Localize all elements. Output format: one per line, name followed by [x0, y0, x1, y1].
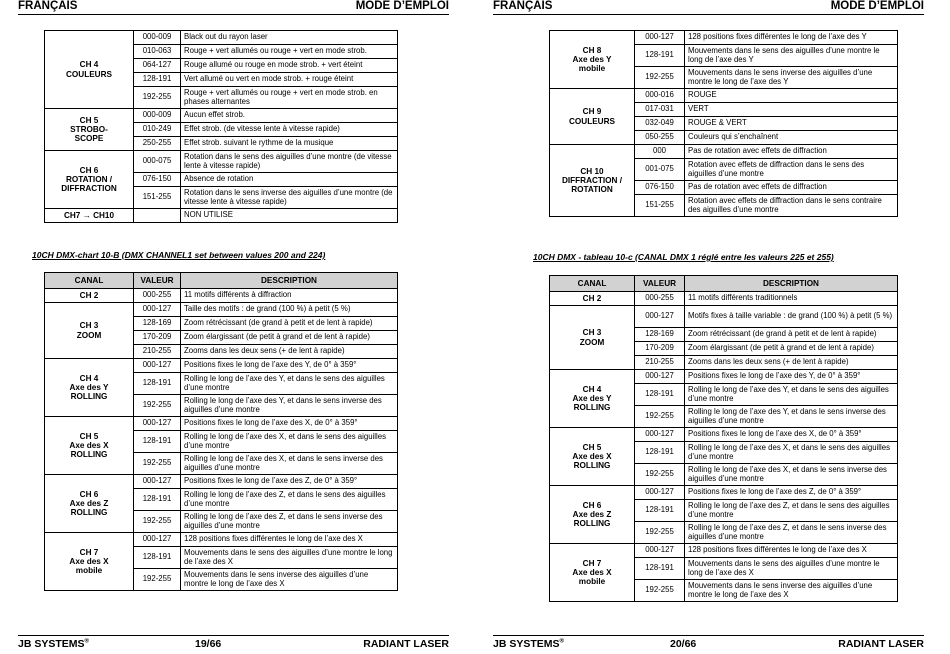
- description-cell: Mouvements dans le sens des aiguilles d’une montre le long de l’axe des X: [181, 547, 398, 569]
- dmx-table-continued: [549, 30, 898, 217]
- value-range-cell: 128-191: [134, 373, 181, 395]
- channel-cell: [550, 544, 635, 602]
- value-range-cell: 000: [635, 145, 685, 159]
- value-range-cell: 000-127: [134, 359, 181, 373]
- value-range-cell: 010-249: [134, 123, 181, 137]
- value-range-cell: 000-009: [134, 31, 181, 45]
- description-cell: Rolling le long de l’axe des X, et dans le sens des aiguilles d’une montre: [181, 431, 398, 453]
- value-range-cell: 192-255: [134, 569, 181, 591]
- channel-label-line: ROLLING: [70, 392, 108, 402]
- footer-rule: [493, 635, 924, 636]
- channel-label-line: DIFFRACTION: [61, 184, 117, 194]
- value-range-cell: 170-209: [134, 331, 181, 345]
- column-header-valeur: VALEUR: [134, 273, 181, 289]
- value-range-cell: 000-127: [635, 544, 685, 558]
- channel-cell: [45, 151, 134, 209]
- channel-label-line: Axe des X: [69, 556, 109, 566]
- description-cell: Mouvements dans le sens des aiguilles d’une montre le long de l’axe des Y: [685, 45, 898, 67]
- table-row: [45, 151, 398, 173]
- description-cell: Positions fixes le long de l’axe des Y, de 0° à 359°: [181, 359, 398, 373]
- channel-label-line: CH 8: [582, 45, 602, 55]
- table-row: [550, 306, 898, 328]
- value-range-cell: 010-063: [134, 45, 181, 59]
- channel-label-line: mobile: [578, 577, 606, 587]
- channel-label-line: CH 4: [79, 60, 99, 70]
- channel-cell: [45, 209, 134, 223]
- table-row: [550, 145, 898, 159]
- channel-label-line: SCOPE: [74, 134, 104, 144]
- channel-label-line: Axe des X: [572, 567, 612, 577]
- value-range-cell: 000-009: [134, 109, 181, 123]
- value-range-cell: 017-031: [635, 103, 685, 117]
- description-cell: Rolling le long de l’axe des Z, et dans le sens des aiguilles d’une montre: [181, 489, 398, 511]
- table-row: [550, 292, 898, 306]
- channel-label-line: CH 5: [79, 115, 99, 125]
- value-range-cell: 192-255: [635, 406, 685, 428]
- description-cell: Rotation dans le sens inverse des aiguilles d’une montre (de vitesse lente à vitesse rapide): [181, 187, 398, 209]
- value-range-cell: 192-255: [635, 464, 685, 486]
- description-cell: Rolling le long de l’axe des Y, et dans le sens des aiguilles d’une montre: [685, 384, 898, 406]
- value-range-cell: 001-075: [635, 159, 685, 181]
- channel-label-line: CH 2: [79, 290, 99, 300]
- description-cell: Zooms dans les deux sens (+ de lent à rapide): [685, 356, 898, 370]
- description-cell: 128 positions fixes différentes le long de l’axe des Y: [685, 31, 898, 45]
- channel-cell: [550, 370, 635, 428]
- value-range-cell: 128-191: [635, 45, 685, 67]
- description-cell: Mouvements dans le sens inverse des aiguilles d’une montre le long de l’axe des Y: [685, 67, 898, 89]
- description-cell: Rolling le long de l’axe des Y, et dans le sens des aiguilles d’une montre: [181, 373, 398, 395]
- page-number: 20/66: [670, 638, 697, 650]
- channel-cell: [550, 89, 635, 145]
- channel-label-line: Axe des X: [69, 440, 109, 450]
- channel-label-line: CH 7: [79, 547, 99, 557]
- column-header-valeur: VALEUR: [635, 276, 685, 292]
- description-cell: 11 motifs différents traditionnels: [685, 292, 898, 306]
- description-cell: Effet strob. (de vitesse lente à vitesse rapide): [181, 123, 398, 137]
- value-range-cell: 000-075: [134, 151, 181, 173]
- channel-label-line: COULEURS: [66, 69, 112, 79]
- table-row: [550, 428, 898, 442]
- product-name: RADIANT LASER: [363, 638, 449, 650]
- value-range-cell: 000-127: [134, 475, 181, 489]
- value-range-cell: 050-255: [635, 131, 685, 145]
- channel-cell: [550, 292, 635, 306]
- table-row: [550, 370, 898, 384]
- value-range-cell: 000-127: [635, 486, 685, 500]
- value-range-cell: 000-127: [635, 428, 685, 442]
- description-cell: Positions fixes le long de l’axe des X, de 0° à 359°: [685, 428, 898, 442]
- channel-label-line: CH 3: [582, 328, 602, 338]
- value-range-cell: [134, 209, 181, 223]
- value-range-cell: 064-127: [134, 59, 181, 73]
- page-footer: [493, 638, 924, 652]
- table-header-row: [550, 276, 898, 292]
- channel-label-line: CH7 → CH10: [63, 210, 115, 220]
- value-range-cell: 192-255: [134, 511, 181, 533]
- value-range-cell: 000-255: [134, 289, 181, 303]
- value-range-cell: 000-127: [635, 306, 685, 328]
- description-cell: Zoom élargissant (de petit à grand et de lent à rapide): [685, 342, 898, 356]
- brand-name: JB SYSTEMS®: [493, 638, 564, 650]
- language-label: FRANÇAIS: [493, 0, 553, 12]
- channel-label-line: Axe des Y: [572, 54, 612, 64]
- channel-label-line: ROLLING: [70, 450, 108, 460]
- channel-cell: [45, 533, 134, 591]
- manual-title: MODE D’EMPLOI: [830, 0, 924, 12]
- value-range-cell: 128-191: [635, 500, 685, 522]
- description-cell: Zoom rétrécissant (de grand à petit et de lent à rapide): [685, 328, 898, 342]
- value-range-cell: 192-255: [134, 395, 181, 417]
- channel-label-line: Axe des Y: [572, 393, 612, 403]
- table-row: [45, 417, 398, 431]
- channel-label-line: ROLLING: [70, 508, 108, 518]
- table-row: [45, 31, 398, 45]
- page-header: [18, 0, 449, 13]
- channel-label-line: CH 6: [79, 165, 99, 175]
- description-cell: Rolling le long de l’axe des X, et dans le sens inverse des aiguilles d’une montre: [181, 453, 398, 475]
- channel-label-line: ZOOM: [76, 330, 102, 340]
- channel-label-line: CH 6: [79, 489, 99, 499]
- description-cell: Effet strob. suivant le rythme de la musique: [181, 137, 398, 151]
- description-cell: Couleurs qui s’enchaînent: [685, 131, 898, 145]
- channel-cell: [45, 31, 134, 109]
- manual-title: MODE D’EMPLOI: [355, 0, 449, 12]
- description-cell: Rolling le long de l’axe des Z, et dans le sens inverse des aiguilles d’une montre: [181, 511, 398, 533]
- description-cell: Rolling le long de l’axe des Y, et dans le sens inverse des aiguilles d’une montre: [181, 395, 398, 417]
- value-range-cell: 151-255: [635, 195, 685, 217]
- channel-label-line: Axe des Z: [572, 509, 612, 519]
- value-range-cell: 128-191: [134, 431, 181, 453]
- channel-label-line: mobile: [75, 566, 103, 576]
- table-row: [550, 89, 898, 103]
- table-header-row: [45, 273, 398, 289]
- value-range-cell: 076-150: [134, 173, 181, 187]
- value-range-cell: 000-127: [635, 370, 685, 384]
- table-caption: 10CH DMX-chart 10-B (DMX CHANNEL1 set between values 200 and 224): [32, 250, 326, 260]
- channel-label-line: ROLLING: [573, 461, 611, 471]
- channel-label-line: CH 3: [79, 321, 99, 331]
- description-cell: Zoom élargissant (de petit à grand et de lent à rapide): [181, 331, 398, 345]
- table-row: [45, 303, 398, 317]
- channel-label-line: DIFFRACTION /: [561, 175, 623, 185]
- description-cell: Rolling le long de l’axe des Z, et dans le sens inverse des aiguilles d’une montre: [685, 522, 898, 544]
- header-rule: [18, 14, 449, 15]
- channel-cell: [550, 428, 635, 486]
- table-row: [550, 544, 898, 558]
- value-range-cell: 128-191: [635, 558, 685, 580]
- value-range-cell: 151-255: [134, 187, 181, 209]
- page-header: [493, 0, 924, 13]
- value-range-cell: 000-127: [134, 417, 181, 431]
- value-range-cell: 128-169: [134, 317, 181, 331]
- value-range-cell: 192-255: [635, 67, 685, 89]
- description-cell: Mouvements dans le sens inverse des aiguilles d’une montre le long de l’axe des X: [181, 569, 398, 591]
- value-range-cell: 128-191: [134, 73, 181, 87]
- brand-name: JB SYSTEMS®: [18, 638, 89, 650]
- channel-label-line: Axe des Z: [69, 498, 109, 508]
- description-cell: Rolling le long de l’axe des X, et dans le sens des aiguilles d’une montre: [685, 442, 898, 464]
- description-cell: Rotation avec effets de diffraction dans le sens contraire des aiguilles d’une montre: [685, 195, 898, 217]
- description-cell: Aucun effet strob.: [181, 109, 398, 123]
- column-header-canal: CANAL: [45, 273, 134, 289]
- column-header-canal: CANAL: [550, 276, 635, 292]
- description-cell: Pas de rotation avec effets de diffraction: [685, 145, 898, 159]
- page-footer: [18, 638, 449, 652]
- value-range-cell: 076-150: [635, 181, 685, 195]
- dmx-table-10b: [44, 272, 398, 591]
- value-range-cell: 192-255: [134, 453, 181, 475]
- table-row: [45, 359, 398, 373]
- value-range-cell: 192-255: [134, 87, 181, 109]
- description-cell: Motifs fixes à taille variable : de grand (100 %) à petit (5 %): [685, 306, 898, 328]
- description-cell: Positions fixes le long de l’axe des Y, de 0° à 359°: [685, 370, 898, 384]
- channel-cell: [45, 475, 134, 533]
- channel-cell: [550, 31, 635, 89]
- channel-label-line: CH 9: [582, 107, 602, 117]
- value-range-cell: 192-255: [635, 580, 685, 602]
- value-range-cell: 000-127: [635, 31, 685, 45]
- value-range-cell: 210-255: [635, 356, 685, 370]
- description-cell: Positions fixes le long de l’axe des X, de 0° à 359°: [181, 417, 398, 431]
- description-cell: NON UTILISE: [181, 209, 398, 223]
- table-row: [550, 486, 898, 500]
- table-row: [550, 31, 898, 45]
- value-range-cell: 128-169: [635, 328, 685, 342]
- dmx-table-continued: [44, 30, 398, 223]
- channel-label-line: ZOOM: [579, 337, 605, 347]
- description-cell: VERT: [685, 103, 898, 117]
- channel-label-line: CH 4: [79, 373, 99, 383]
- description-cell: Rotation dans le sens des aiguilles d’une montre (de vitesse lente à vitesse rapide): [181, 151, 398, 173]
- channel-cell: [45, 417, 134, 475]
- description-cell: ROUGE: [685, 89, 898, 103]
- table-row: [45, 109, 398, 123]
- description-cell: Pas de rotation avec effets de diffraction: [685, 181, 898, 195]
- description-cell: Positions fixes le long de l’axe des Z, de 0° à 359°: [181, 475, 398, 489]
- value-range-cell: 128-191: [134, 547, 181, 569]
- description-cell: 128 positions fixes différentes le long de l’axe des X: [181, 533, 398, 547]
- value-range-cell: 192-255: [635, 522, 685, 544]
- description-cell: Mouvements dans le sens inverse des aiguilles d’une montre le long de l’axe des X: [685, 580, 898, 602]
- channel-label-line: ROLLING: [573, 403, 611, 413]
- table-caption: 10CH DMX - tableau 10-c (CANAL DMX 1 réglé entre les valeurs 225 et 255): [533, 252, 834, 262]
- description-cell: Zooms dans les deux sens (+ de lent à rapide): [181, 345, 398, 359]
- channel-cell: [550, 145, 635, 217]
- value-range-cell: 170-209: [635, 342, 685, 356]
- value-range-cell: 128-191: [635, 442, 685, 464]
- value-range-cell: 000-127: [134, 303, 181, 317]
- table-row: [45, 289, 398, 303]
- channel-label-line: CH 2: [582, 293, 602, 303]
- value-range-cell: 032-049: [635, 117, 685, 131]
- table-row: [45, 209, 398, 223]
- channel-label-line: CH 7: [582, 558, 602, 568]
- description-cell: Taille des motifs : de grand (100 %) à petit (5 %): [181, 303, 398, 317]
- description-cell: Rouge + vert allumés ou rouge + vert en mode strob.: [181, 45, 398, 59]
- description-cell: Mouvements dans le sens des aiguilles d’une montre le long de l’axe des X: [685, 558, 898, 580]
- channel-cell: [45, 359, 134, 417]
- value-range-cell: 128-191: [134, 489, 181, 511]
- description-cell: Rouge allumé ou rouge en mode strob. + vert éteint: [181, 59, 398, 73]
- description-cell: 128 positions fixes différentes le long de l’axe des X: [685, 544, 898, 558]
- description-cell: 11 motifs différents à diffraction: [181, 289, 398, 303]
- channel-label-line: CH 4: [582, 384, 602, 394]
- dmx-table-10c: [549, 275, 898, 602]
- value-range-cell: 210-255: [134, 345, 181, 359]
- channel-cell: [45, 303, 134, 359]
- description-cell: Absence de rotation: [181, 173, 398, 187]
- footer-rule: [18, 635, 449, 636]
- page-number: 19/66: [195, 638, 222, 650]
- value-range-cell: 128-191: [635, 384, 685, 406]
- manual-page-right: [475, 0, 950, 654]
- channel-label-line: CH 5: [582, 442, 602, 452]
- channel-label-line: ROLLING: [573, 519, 611, 529]
- channel-cell: [45, 109, 134, 151]
- column-header-description: DESCRIPTION: [685, 276, 898, 292]
- value-range-cell: 000-255: [635, 292, 685, 306]
- description-cell: Positions fixes le long de l’axe des Z, de 0° à 359°: [685, 486, 898, 500]
- description-cell: Rolling le long de l’axe des Z, et dans le sens des aiguilles d’une montre: [685, 500, 898, 522]
- header-rule: [493, 14, 924, 15]
- description-cell: Rolling le long de l’axe des X, et dans le sens inverse des aiguilles d’une montre: [685, 464, 898, 486]
- channel-label-line: mobile: [578, 64, 606, 74]
- value-range-cell: 250-255: [134, 137, 181, 151]
- language-label: FRANÇAIS: [18, 0, 78, 12]
- value-range-cell: 000-127: [134, 533, 181, 547]
- channel-cell: [45, 289, 134, 303]
- description-cell: Vert allumé ou vert en mode strob. + rouge éteint: [181, 73, 398, 87]
- channel-label-line: Axe des Y: [69, 382, 109, 392]
- channel-label-line: CH 5: [79, 431, 99, 441]
- value-range-cell: 000-016: [635, 89, 685, 103]
- channel-label-line: CH 6: [582, 500, 602, 510]
- channel-label-line: Axe des X: [572, 451, 612, 461]
- channel-label-line: CH 10: [580, 166, 604, 176]
- column-header-description: DESCRIPTION: [181, 273, 398, 289]
- product-name: RADIANT LASER: [838, 638, 924, 650]
- description-cell: Black out du rayon laser: [181, 31, 398, 45]
- channel-cell: [550, 306, 635, 370]
- channel-label-line: STROBO-: [70, 124, 108, 134]
- description-cell: Rotation avec effets de diffraction dans le sens des aiguilles d’une montre: [685, 159, 898, 181]
- channel-label-line: ROTATION /: [65, 174, 113, 184]
- description-cell: Rouge + vert allumés ou rouge + vert en mode strob. en phases alternantes: [181, 87, 398, 109]
- table-row: [45, 475, 398, 489]
- description-cell: ROUGE & VERT: [685, 117, 898, 131]
- table-row: [45, 533, 398, 547]
- description-cell: Zoom rétrécissant (de grand à petit et de lent à rapide): [181, 317, 398, 331]
- channel-cell: [550, 486, 635, 544]
- description-cell: Rolling le long de l’axe des Y, et dans le sens inverse des aiguilles d’une montre: [685, 406, 898, 428]
- channel-label-line: COULEURS: [569, 116, 615, 126]
- channel-label-line: ROTATION: [571, 185, 613, 195]
